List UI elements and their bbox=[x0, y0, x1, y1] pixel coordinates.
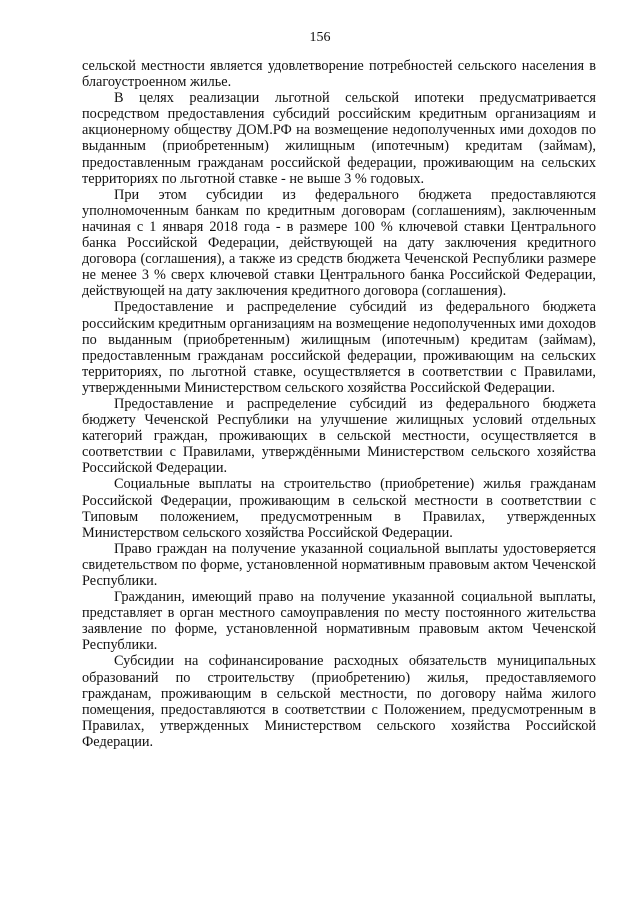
page-number: 156 bbox=[309, 30, 331, 45]
paragraph-rural-mortgage: В целях реализации льготной сельской ипотеки предусматривается посредством предоставления субсидий российским кредитным организациям и акционерному обществу ДОМ.РФ на возмещение недополученных ими доходов по выданным (приобретенным) жилищным (ипотечным) кредитам (займам), предоставленным гражданам российской федерации, проживающим на сельских территориях по льготной ставке - не выше 3 % годовых. bbox=[82, 90, 596, 187]
paragraph-social-payments: Социальные выплаты на строительство (приобретение) жилья гражданам Российской Федерации, проживающим в сельской местности в соответствии с Типовым положением, предусмотренным в Правилах, утвержденных Министерством сельского хозяйства Российской Федерации. bbox=[82, 476, 596, 541]
paragraph-republic-budget-rules: Предоставление и распределение субсидий из федерального бюджета бюджету Чеченской Республики на улучшение жилищных условий отдельных категорий граждан, проживающих в сельской местности, осуществляется в соответствии с Правилами, утверждёнными Министерством сельского хозяйства Российской Федерации. bbox=[82, 395, 596, 477]
paragraph-certificate: Право граждан на получение указанной социальной выплаты удостоверяется свидетельством по форме, установленной нормативным правовым актом Чеченской Республики. bbox=[82, 540, 596, 589]
paragraph-credit-organizations-rules: Предоставление и распределение субсидий из федерального бюджета российским кредитным организациям на возмещение недополученных ими доходов по выданным (приобретенным) жилищным (ипотечным) кредитам (займам), предоставленным гражданам российской федерации, проживающим на сельских территориях, по льготной ставке, осуществляется в соответствии с Правилами, утвержденными Министерством сельского хозяйства Российской Федерации. bbox=[82, 299, 596, 396]
paragraph-federal-subsidies: При этом субсидии из федерального бюджета предоставляются уполномоченным банкам по кредитным договорам (соглашениям), заключенным начиная с 1 января 2018 года - в размере 100 % ключевой ставки Центрального банка Российской Федерации, действующей на дату заключения кредитного договора (соглашения), а также из средств бюджета Чеченской Республики размере не менее 3 % сверх ключевой ставки Центрального банка Российской Федерации, действующей на дату заключения кредитного договора (соглашения). bbox=[82, 186, 596, 300]
document-body bbox=[82, 58, 596, 750]
paragraph-cofinancing: Субсидии на софинансирование расходных обязательств муниципальных образований по строительству (приобретению) жилья, предоставляемого гражданам, проживающим в сельской местности, по договору найма жилого помещения, предоставляются в соответствии с Положением, предусмотренным в Правилах, утвержденных Министерством сельского хозяйства Российской Федерации. bbox=[82, 653, 596, 750]
paragraph-continuation: сельской местности является удовлетворение потребностей сельского населения в благоустроенном жилье. bbox=[82, 58, 596, 91]
paragraph-application: Гражданин, имеющий право на получение указанной социальной выплаты, представляет в орган местного самоуправления по месту постоянного жительства заявление по форме, установленной нормативным правовым актом Чеченской Республики. bbox=[82, 589, 596, 654]
